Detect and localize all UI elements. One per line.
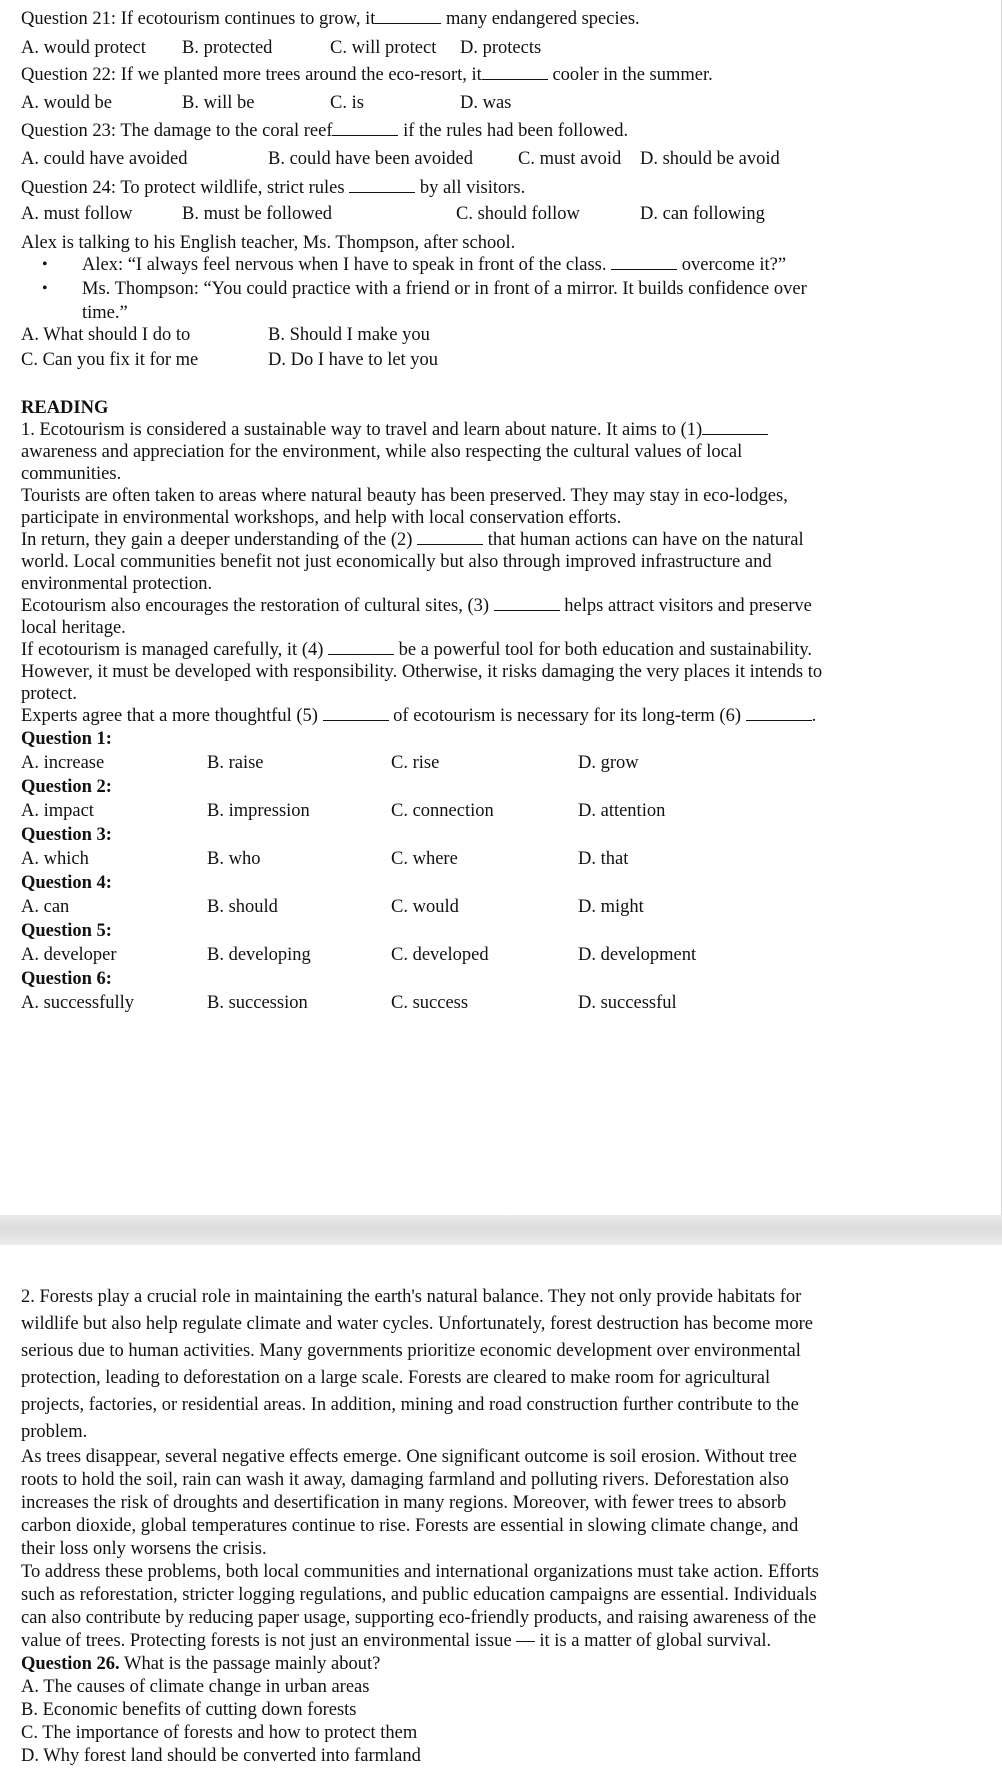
option: B. will be (182, 93, 255, 113)
option: B. protected (182, 38, 273, 58)
answer-blank (746, 706, 812, 721)
passage-2-line: problem. (21, 1422, 88, 1442)
option: A. could have avoided (21, 149, 188, 169)
passage-1-line: 1. Ecotourism is considered a sustainable way to travel and learn about nature. It aims to (1) (21, 419, 768, 441)
reading-heading: READING (21, 398, 109, 418)
option: A. must follow (21, 204, 133, 224)
bullet-icon: • (42, 256, 48, 273)
passage-2-line: wildlife but also help regulate climate and water cycles. Unfortunately, forest destruction has become more (21, 1314, 813, 1334)
passage-1-line: local heritage. (21, 618, 126, 638)
passage-2-line: roots to hold the soil, rain can wash it away, damaging farmland and polluting rivers. Deforestation also (21, 1470, 789, 1490)
answer-blank (332, 121, 398, 136)
option: A. successfully (21, 993, 135, 1013)
question-label: Question 3: (21, 825, 112, 845)
option: D. Why forest land should be converted into farmland (21, 1746, 421, 1766)
option: A. increase (21, 753, 105, 773)
option: B. must be followed (182, 204, 333, 224)
passage-1-line: world. Local communities benefit not just economically but also through improved infrastructure and (21, 552, 772, 572)
option: D. grow (578, 753, 639, 773)
option: B. should (207, 897, 278, 917)
dialogue-thompson-line-1: Ms. Thompson: “You could practice with a friend or in front of a mirror. It builds confidence over (82, 279, 807, 299)
passage-1-line: protect. (21, 684, 77, 704)
passage-2-line: value of trees. Protecting forests is not just an environmental issue — it is a matter of global survival. (21, 1631, 772, 1651)
option: B. Should I make you (268, 325, 430, 345)
question-24-stem: Question 24: To protect wildlife, strict rules by all visitors. (21, 178, 526, 198)
option: B. Economic benefits of cutting down forests (21, 1700, 357, 1720)
option: A. can (21, 897, 70, 917)
question-label: Question 4: (21, 873, 112, 893)
passage-2-line: projects, factories, or residential areas. In addition, mining and road construction further contribute to the (21, 1395, 799, 1415)
option: B. raise (207, 753, 264, 773)
question-21-stem: Question 21: If ecotourism continues to grow, it many endangered species. (21, 9, 640, 29)
option: B. developing (207, 945, 311, 965)
option: C. is (330, 93, 364, 113)
bullet-icon: • (42, 280, 48, 297)
question-label: Question 2: (21, 777, 112, 797)
passage-2-line: serious due to human activities. Many governments prioritize economic development over environmental (21, 1341, 801, 1361)
option: C. must avoid (518, 149, 622, 169)
passage-1-line: If ecotourism is managed carefully, it (4) be a powerful tool for both education and sustainability. (21, 640, 813, 660)
option: D. protects (460, 38, 542, 58)
answer-blank (482, 65, 548, 80)
worksheet-page-2 (0, 1245, 1002, 1779)
option: B. succession (207, 993, 308, 1013)
option: A. which (21, 849, 89, 869)
option: C. Can you fix it for me (21, 350, 199, 370)
option: A. impact (21, 801, 94, 821)
option: A. developer (21, 945, 117, 965)
dialogue-thompson-line-2: time.” (82, 303, 128, 323)
passage-1-line: However, it must be developed with responsibility. Otherwise, it risks damaging the very places it intends to (21, 662, 823, 682)
option: A. would protect (21, 38, 146, 58)
option: B. impression (207, 801, 310, 821)
option: B. who (207, 849, 261, 869)
option: D. that (578, 849, 629, 869)
option: D. should be avoid (640, 149, 780, 169)
option: C. connection (391, 801, 494, 821)
option: B. could have been avoided (268, 149, 473, 169)
option: A. What should I do to (21, 325, 191, 345)
option: C. success (391, 993, 469, 1013)
passage-1-line: communities. (21, 464, 122, 484)
option: D. successful (578, 993, 677, 1013)
question-label: Question 6: (21, 969, 112, 989)
answer-blank (328, 640, 394, 655)
option: C. would (391, 897, 459, 917)
passage-2-line: protection, leading to deforestation on a large scale. Forests are cleared to make room for agricultural (21, 1368, 771, 1388)
dialogue-alex: Alex: “I always feel nervous when I have to speak in front of the class. overcome it?” (82, 255, 787, 275)
passage-2-line: 2. Forests play a crucial role in maintaining the earth's natural balance. They not only provide habitats for (21, 1287, 802, 1307)
passage-1-line: Ecotourism also encourages the restoration of cultural sites, (3) helps attract visitors and preserve (21, 596, 812, 616)
question-label: Question 5: (21, 921, 112, 941)
option: A. The causes of climate change in urban areas (21, 1677, 370, 1697)
passage-1-line: participate in environmental workshops, and help with local conservation efforts. (21, 508, 622, 528)
passage-2-line: To address these problems, both local communities and international organizations must take action. Efforts (21, 1562, 819, 1582)
option: D. can following (640, 204, 765, 224)
passage-2-line: increases the risk of droughts and desertification in many regions. Moreover, with fewer trees to absorb (21, 1493, 787, 1513)
option: C. developed (391, 945, 489, 965)
option: D. development (578, 945, 697, 965)
passage-2-line: their loss only worsens the crisis. (21, 1539, 267, 1559)
answer-blank (611, 255, 677, 270)
dialogue-intro: Alex is talking to his English teacher, Ms. Thompson, after school. (21, 233, 516, 253)
question-label: Question 1: (21, 729, 112, 749)
option: C. should follow (456, 204, 580, 224)
answer-blank (702, 420, 768, 435)
option: D. Do I have to let you (268, 350, 439, 370)
passage-2-line: carbon dioxide, global temperatures continue to rise. Forests are essential in slowing climate change, and (21, 1516, 799, 1536)
question-26-stem: Question 26. What is the passage mainly about? (21, 1654, 381, 1674)
answer-blank (417, 530, 483, 545)
option: A. would be (21, 93, 112, 113)
option: C. rise (391, 753, 440, 773)
option: D. was (460, 93, 512, 113)
answer-blank (349, 178, 415, 193)
option: D. might (578, 897, 644, 917)
answer-blank (323, 706, 389, 721)
question-23-stem: Question 23: The damage to the coral reef if the rules had been followed. (21, 121, 629, 141)
option: C. will protect (330, 38, 437, 58)
answer-blank (494, 596, 560, 611)
page-separator (0, 1215, 1002, 1245)
option: C. where (391, 849, 458, 869)
passage-1-line: Experts agree that a more thoughtful (5) of ecotourism is necessary for its long-term (6) . (21, 706, 817, 726)
option: D. attention (578, 801, 666, 821)
option: C. The importance of forests and how to protect them (21, 1723, 418, 1743)
question-22-stem: Question 22: If we planted more trees around the eco-resort, it cooler in the summer. (21, 65, 713, 85)
passage-1-line: awareness and appreciation for the environment, while also respecting the cultural values of local (21, 442, 743, 462)
passage-1-line: environmental protection. (21, 574, 213, 594)
passage-2-line: such as reforestation, stricter logging regulations, and public education campaigns are essential. Individuals (21, 1585, 817, 1605)
passage-1-line: In return, they gain a deeper understanding of the (2) that human actions can have on the natural (21, 530, 804, 550)
passage-2-line: can also contribute by reducing paper usage, supporting eco-friendly products, and raising awareness of the (21, 1608, 817, 1628)
passage-1-line: Tourists are often taken to areas where natural beauty has been preserved. They may stay in eco-lodges, (21, 486, 788, 506)
answer-blank (375, 9, 441, 24)
passage-2-line: As trees disappear, several negative effects emerge. One significant outcome is soil erosion. Without tree (21, 1447, 797, 1467)
